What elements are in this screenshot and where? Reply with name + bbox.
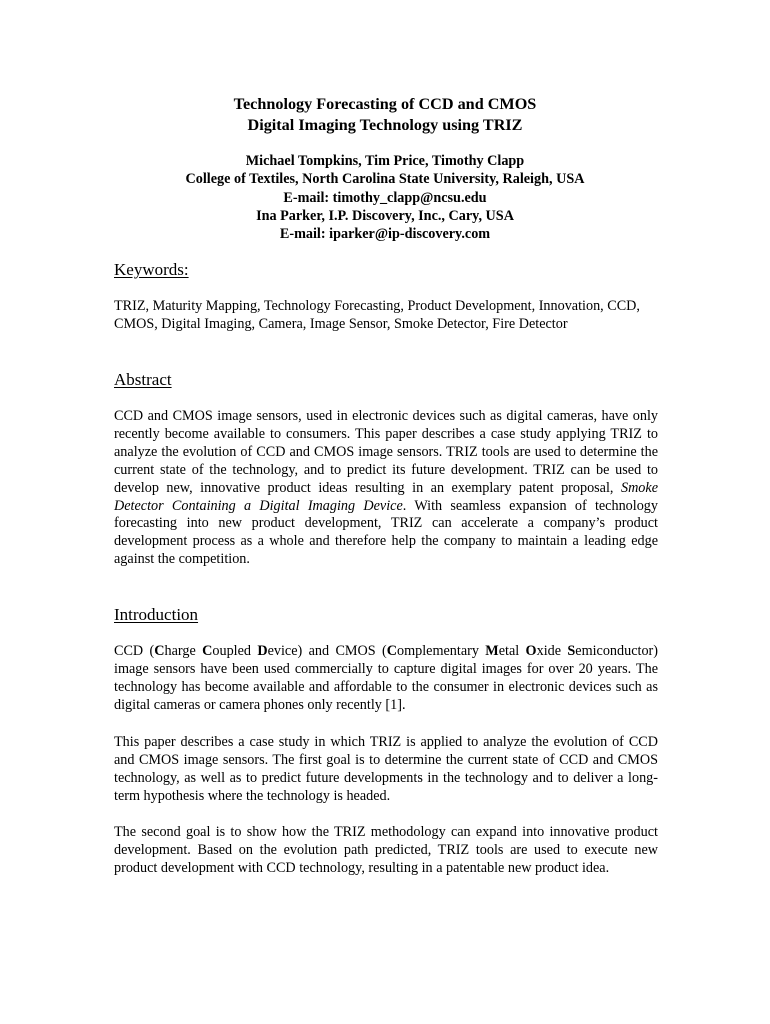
p1-acronym-d: D bbox=[257, 643, 268, 659]
abstract-text bbox=[114, 408, 658, 569]
introduction-heading: Introduction bbox=[114, 605, 199, 624]
p1-xide: xide bbox=[536, 643, 568, 659]
title-line-1: Technology Forecasting of CCD and CMOS bbox=[233, 95, 537, 113]
p1-harge: harge bbox=[164, 643, 203, 659]
author-names: Michael Tompkins, Tim Price, Timothy Clapp bbox=[245, 153, 525, 169]
keywords-heading: Keywords: bbox=[114, 260, 189, 279]
keywords-text: TRIZ, Maturity Mapping, Technology Forecasting, Product Development, Innovation, CCD, CMOS, Digital Imaging, Camera, Image Sensor, Smoke Detector, Fire Detector bbox=[114, 298, 640, 332]
intro-paragraph-2: This paper describes a case study in which TRIZ is applied to analyze the evolution of CCD and CMOS image sensors. The first goal is to determine the current state of CCD and CMOS technology, as well as to predict future developments in the technology and to deliver a long-term hypothesis where the technology is headed. bbox=[114, 734, 658, 804]
email-1: E-mail: timothy_clapp@ncsu.edu bbox=[283, 189, 487, 206]
p1-open: ( bbox=[143, 643, 155, 659]
p1-ccd: CCD bbox=[114, 643, 144, 659]
affiliation-2: Ina Parker, I.P. Discovery, Inc., Cary, USA bbox=[256, 207, 514, 224]
intro-paragraph-1 bbox=[114, 643, 658, 715]
p1-evice: evice) and CMOS ( bbox=[267, 643, 387, 659]
abstract-italic-title: Smoke Detector Containing a Digital Imaging Device bbox=[114, 479, 658, 514]
p1-etal: etal bbox=[498, 643, 526, 659]
p1-acronym-s: S bbox=[567, 643, 576, 659]
paper-title bbox=[0, 94, 770, 136]
title-line-2: Digital Imaging Technology using TRIZ bbox=[247, 116, 523, 134]
p1-acronym-o: O bbox=[525, 643, 537, 659]
abstract-heading: Abstract bbox=[114, 370, 172, 389]
p1-rest: emiconductor) image sensors have been used commercially to capture digital images for over 20 years. The technology has become available and affordable to the consumer in electronic devices such as digital cameras or camera phones only recently [1]. bbox=[114, 643, 658, 713]
p1-oupled: oupled bbox=[212, 643, 258, 659]
author-block bbox=[0, 152, 770, 243]
p1-acronym-c3: C bbox=[386, 643, 397, 659]
abstract-text-part-2: . With seamless expansion of technology forecasting into new product development, TRIZ can accelerate a company’s product development process as a whole and therefore help the company to maintain a leading edge against the competition. bbox=[114, 497, 658, 568]
email-2: E-mail: iparker@ip-discovery.com bbox=[279, 226, 491, 243]
affiliation-1: College of Textiles, North Carolina State University, Raleigh, USA bbox=[185, 171, 585, 188]
p1-acronym-m: M bbox=[485, 643, 499, 659]
intro-paragraph-3: The second goal is to show how the TRIZ methodology can expand into innovative product development. Based on the evolution path predicted, TRIZ tools are used to execute new product development with CCD technology, resulting in a patentable new product idea. bbox=[114, 824, 658, 876]
abstract-text-part-1: CCD and CMOS image sensors, used in electronic devices such as digital cameras, have only recently become available to consumers. This paper describes a case study applying TRIZ to analyze the evolution of CCD and CMOS image sensors. TRIZ tools are used to determine the current state of the technology, and to predict its future development. TRIZ can be used to develop new, innovative product ideas resulting in an exemplary patent proposal, bbox=[114, 408, 658, 496]
p1-omplementary: omplementary bbox=[396, 643, 486, 659]
p1-acronym-c: C bbox=[154, 643, 165, 659]
p1-acronym-c2: C bbox=[202, 643, 213, 659]
